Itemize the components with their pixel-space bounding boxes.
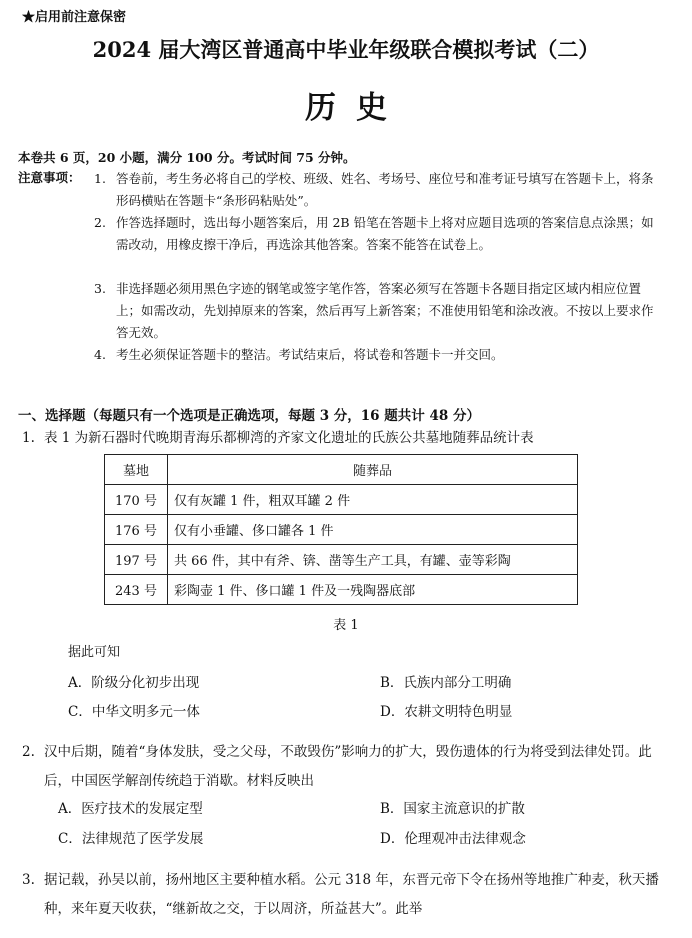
table-caption: 表 1 — [333, 618, 359, 633]
table-cell: 彩陶壶 1 件、侈口罐 1 件及一残陶器底部 — [168, 575, 578, 605]
table-row — [105, 515, 578, 545]
question-number: 1. — [22, 430, 35, 446]
table-header-cell: 随葬品 — [168, 455, 578, 485]
question-lead: 据此可知 — [68, 645, 121, 660]
table-header-row — [105, 455, 578, 485]
notes-label: 注意事项： — [18, 170, 81, 185]
note-number: 2. — [94, 215, 106, 230]
burial-goods-table — [104, 454, 578, 605]
option-d[interactable]: D．农耕文明特色明显 — [380, 704, 513, 720]
option-b[interactable]: B．氏族内部分工明确 — [380, 675, 512, 691]
note-number: 1. — [94, 171, 106, 186]
table-cell: 243 号 — [105, 575, 168, 605]
table-row — [105, 545, 578, 575]
option-b[interactable]: B．国家主流意识的扩散 — [380, 801, 525, 817]
exam-info: 本卷共 6 页，20 小题，满分 100 分。考试时间 75 分钟。 — [18, 150, 356, 165]
option-c[interactable]: C．法律规范了医学发展 — [58, 831, 204, 847]
question-stem: 据记载，孙吴以前，扬州地区主要种植水稻。公元 318 年，东晋元帝下令在扬州等地推广种麦，秋天播种，来年夏天收获，“继新故之交，于以周济，所益甚大”。此举 — [44, 872, 659, 917]
question-stem: 汉中后期，随着“身体发肤，受之父母，不敢毁伤”影响力的扩大，毁伤遗体的行为将受到法律处罚。此后，中国医学解剖传统趋于消歇。材料反映出 — [44, 744, 652, 789]
option-d[interactable]: D．伦理观冲击法律观念 — [380, 831, 526, 847]
table-cell: 176 号 — [105, 515, 168, 545]
exam-title: 2024 届大湾区普通高中毕业年级联合模拟考试（二） — [92, 37, 600, 62]
table-cell: 197 号 — [105, 545, 168, 575]
subject-title: 历史 — [305, 90, 407, 126]
option-a[interactable]: A．医疗技术的发展定型 — [58, 801, 203, 817]
section-title: 一、选择题（每题只有一个选项是正确选项，每题 3 分，16 题共计 48 分） — [18, 408, 480, 424]
note-text: 答卷前，考生务必将自己的学校、班级、姓名、考场号、座位号和准考证号填写在答题卡上，将条形码横贴在答题卡“条形码粘贴处”。 — [116, 171, 654, 208]
table-cell: 共 66 件，其中有斧、锛、凿等生产工具，有罐、壶等彩陶 — [168, 545, 578, 575]
table-cell: 仅有小垂罐、侈口罐各 1 件 — [168, 515, 578, 545]
note-text: 考生必须保证答题卡的整洁。考试结束后，将试卷和答题卡一并交回。 — [116, 347, 504, 362]
note-number: 4. — [94, 347, 106, 362]
table-row — [105, 575, 578, 605]
table-cell: 170 号 — [105, 485, 168, 515]
option-a[interactable]: A．阶级分化初步出现 — [68, 675, 200, 691]
table-row — [105, 485, 578, 515]
question-stem: 表 1 为新石器时代晚期青海乐都柳湾的齐家文化遗址的氏族公共墓地随葬品统计表 — [44, 430, 534, 446]
note-text: 作答选择题时，选出每小题答案后，用 2B 铅笔在答题卡上将对应题目选项的答案信息点涂黑；如需改动，用橡皮擦干净后，再选涂其他答案。答案不能答在试卷上。 — [116, 215, 654, 252]
note-text: 非选择题必须用黑色字迹的钢笔或签字笔作答，答案必须写在答题卡各题目指定区域内相应位置上；如需改动，先划掉原来的答案，然后再写上新答案；不准使用铅笔和涂改液。不按以上要求作答无效。 — [116, 281, 654, 340]
option-c[interactable]: C．中华文明多元一体 — [68, 704, 200, 720]
table-header-cell: 墓地 — [105, 455, 168, 485]
table-cell: 仅有灰罐 1 件，粗双耳罐 2 件 — [168, 485, 578, 515]
note-number: 3. — [94, 281, 106, 296]
question-number: 3. — [22, 872, 35, 888]
confidential-notice: ★启用前注意保密 — [22, 10, 127, 25]
question-number: 2. — [22, 744, 35, 760]
